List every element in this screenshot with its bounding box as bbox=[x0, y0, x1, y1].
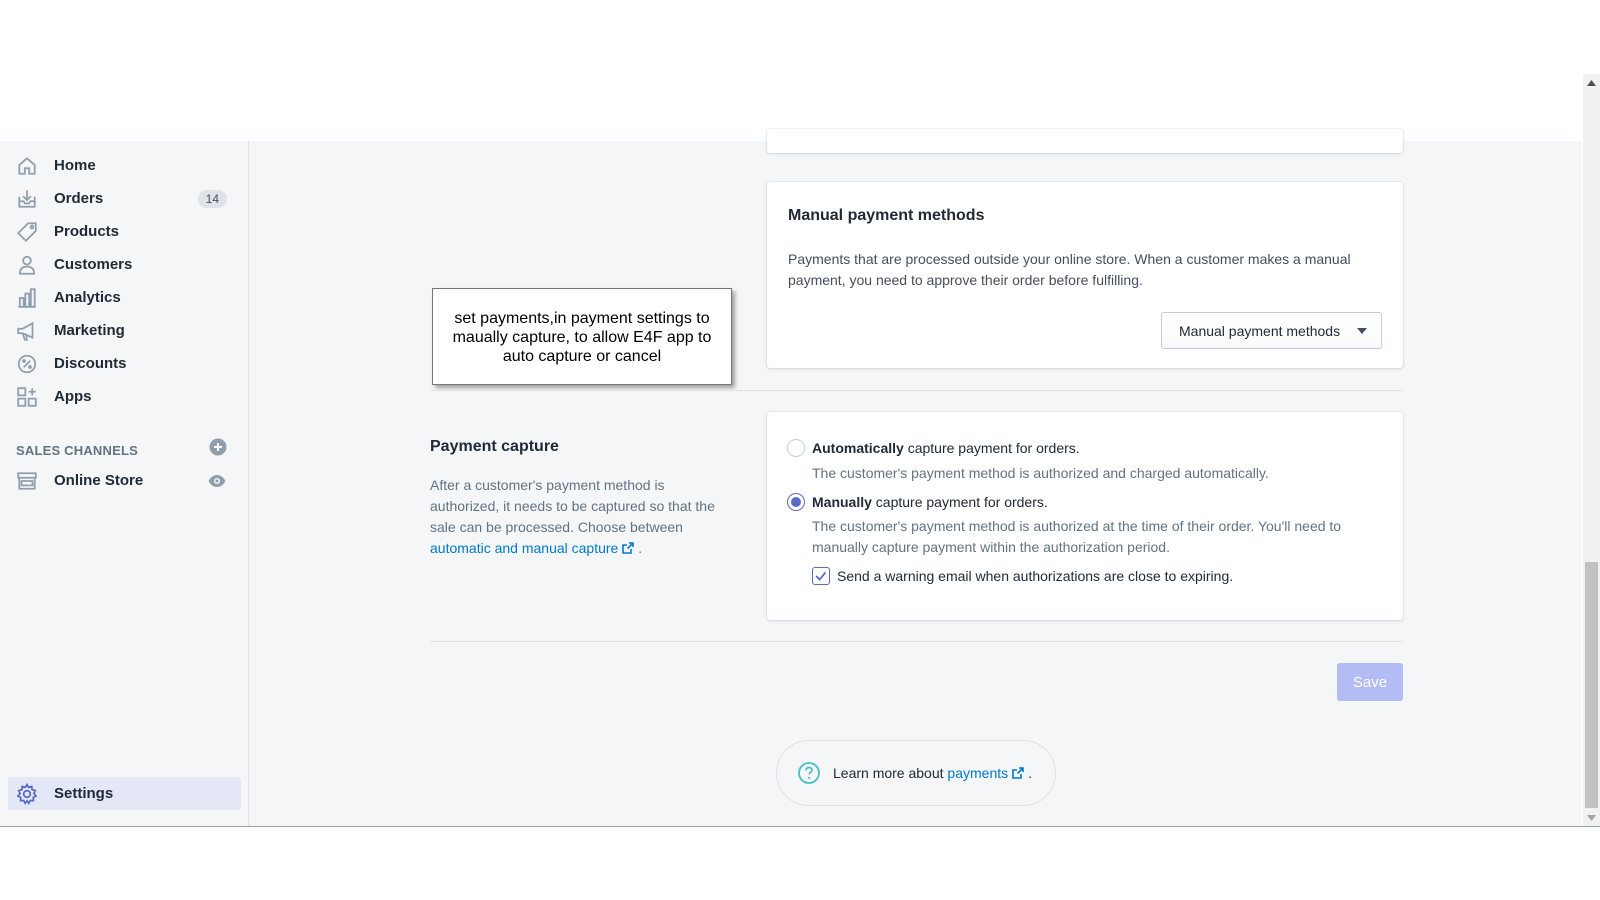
orders-icon bbox=[16, 188, 38, 210]
store-icon bbox=[16, 470, 38, 492]
help-circle-icon bbox=[797, 761, 821, 785]
manual-capture-radio[interactable] bbox=[787, 493, 805, 511]
section-divider bbox=[430, 641, 1403, 642]
auto-capture-label[interactable] bbox=[812, 440, 1080, 456]
view-store-eye-icon[interactable] bbox=[207, 471, 227, 491]
sidebar-item-label: Marketing bbox=[54, 322, 125, 339]
orders-count-badge: 14 bbox=[198, 190, 227, 208]
sidebar-item-marketing[interactable] bbox=[8, 314, 241, 347]
manual-payment-methods-title: Manual payment methods bbox=[788, 207, 985, 224]
save-button[interactable]: Save bbox=[1337, 663, 1403, 701]
window-bottom-border bbox=[0, 826, 1600, 827]
sidebar-item-apps[interactable] bbox=[8, 380, 241, 413]
sidebar-item-orders[interactable] bbox=[8, 182, 241, 215]
payment-capture-description bbox=[430, 475, 720, 559]
sidebar-item-label: Customers bbox=[54, 256, 133, 273]
payment-capture-card bbox=[767, 412, 1403, 620]
sidebar bbox=[0, 141, 249, 826]
manual-capture-label-bold: Manually bbox=[812, 494, 872, 510]
auto-capture-label-bold: Automatically bbox=[812, 440, 904, 456]
sidebar-item-online-store[interactable] bbox=[8, 464, 241, 497]
manual-capture-help: The customer's payment method is authorized at the time of their order. You'll need to manually capture payment within the authorization period. bbox=[812, 518, 1342, 555]
scroll-down-arrow-icon[interactable] bbox=[1583, 809, 1600, 826]
warning-email-checkbox[interactable] bbox=[812, 567, 830, 585]
sidebar-item-label: Apps bbox=[54, 388, 92, 405]
learn-more-prefix: Learn more about bbox=[833, 765, 944, 781]
sidebar-item-label: Settings bbox=[54, 785, 114, 802]
learn-more-suffix: . bbox=[1028, 765, 1033, 781]
megaphone-icon bbox=[16, 320, 38, 342]
sidebar-item-products[interactable] bbox=[8, 215, 241, 248]
auto-capture-label-rest: capture payment for orders. bbox=[903, 440, 1080, 456]
sidebar-item-home[interactable] bbox=[8, 149, 241, 182]
external-link-icon bbox=[1012, 767, 1024, 779]
payment-capture-description-text: After a customer's payment method is authorized, it needs to be captured so that the sale can be processed. Choose between bbox=[430, 477, 715, 535]
description-period: . bbox=[638, 540, 643, 556]
sidebar-item-label: Analytics bbox=[54, 289, 121, 306]
manual-capture-label-rest: capture payment for orders. bbox=[871, 494, 1048, 510]
warning-email-label[interactable]: Send a warning email when authorizations are close to expiring. bbox=[837, 568, 1234, 584]
previous-card-bottom bbox=[767, 129, 1403, 153]
sidebar-item-label: Discounts bbox=[54, 355, 127, 372]
sidebar-item-label: Orders bbox=[54, 190, 104, 207]
scroll-up-arrow-icon[interactable] bbox=[1583, 74, 1600, 91]
payments-help-link-text: payments bbox=[947, 765, 1009, 781]
manual-capture-label[interactable] bbox=[812, 494, 1048, 510]
payments-help-link[interactable] bbox=[947, 765, 1024, 781]
gear-icon bbox=[16, 783, 38, 805]
sidebar-item-label: Products bbox=[54, 223, 120, 240]
settings-payments-main bbox=[250, 141, 1582, 826]
sidebar-item-discounts[interactable] bbox=[8, 347, 241, 380]
sales-channels-heading: SALES CHANNELS bbox=[16, 443, 138, 458]
checkmark-icon bbox=[813, 568, 829, 584]
caret-down-icon bbox=[1357, 328, 1367, 334]
learn-more-footer bbox=[776, 740, 1056, 806]
home-icon bbox=[16, 155, 38, 177]
sidebar-item-settings[interactable] bbox=[8, 777, 241, 810]
sidebar-item-label: Home bbox=[54, 157, 96, 174]
app-window bbox=[0, 141, 1582, 826]
dropdown-label: Manual payment methods bbox=[1179, 322, 1341, 339]
tag-icon bbox=[16, 221, 38, 243]
auto-capture-help: The customer's payment method is authorized and charged automatically. bbox=[812, 465, 1269, 481]
auto-capture-radio[interactable] bbox=[787, 439, 805, 457]
vertical-scrollbar[interactable] bbox=[1583, 74, 1600, 826]
sidebar-item-label: Online Store bbox=[54, 472, 144, 489]
capture-help-link[interactable] bbox=[430, 540, 634, 556]
person-icon bbox=[16, 254, 38, 276]
manual-payment-methods-description: Payments that are processed outside your online store. When a customer makes a manual payment, you need to approve their order before fulfilling. bbox=[788, 251, 1351, 288]
add-sales-channel-icon[interactable] bbox=[208, 437, 228, 457]
external-link-icon bbox=[622, 542, 634, 554]
discount-icon bbox=[16, 353, 38, 375]
apps-icon bbox=[16, 386, 38, 408]
capture-help-link-text: automatic and manual capture bbox=[430, 540, 619, 556]
scrollbar-thumb[interactable] bbox=[1585, 562, 1598, 808]
payment-capture-title: Payment capture bbox=[430, 438, 559, 455]
bar-chart-icon bbox=[16, 287, 38, 309]
sidebar-item-customers[interactable] bbox=[8, 248, 241, 281]
section-divider bbox=[430, 390, 1403, 391]
annotation-callout: set payments,in payment settings to maually capture, to allow E4F app to auto capture or cancel bbox=[432, 288, 732, 385]
manual-payment-methods-dropdown[interactable] bbox=[1161, 312, 1382, 349]
manual-payment-methods-card bbox=[767, 182, 1403, 368]
sidebar-item-analytics[interactable] bbox=[8, 281, 241, 314]
